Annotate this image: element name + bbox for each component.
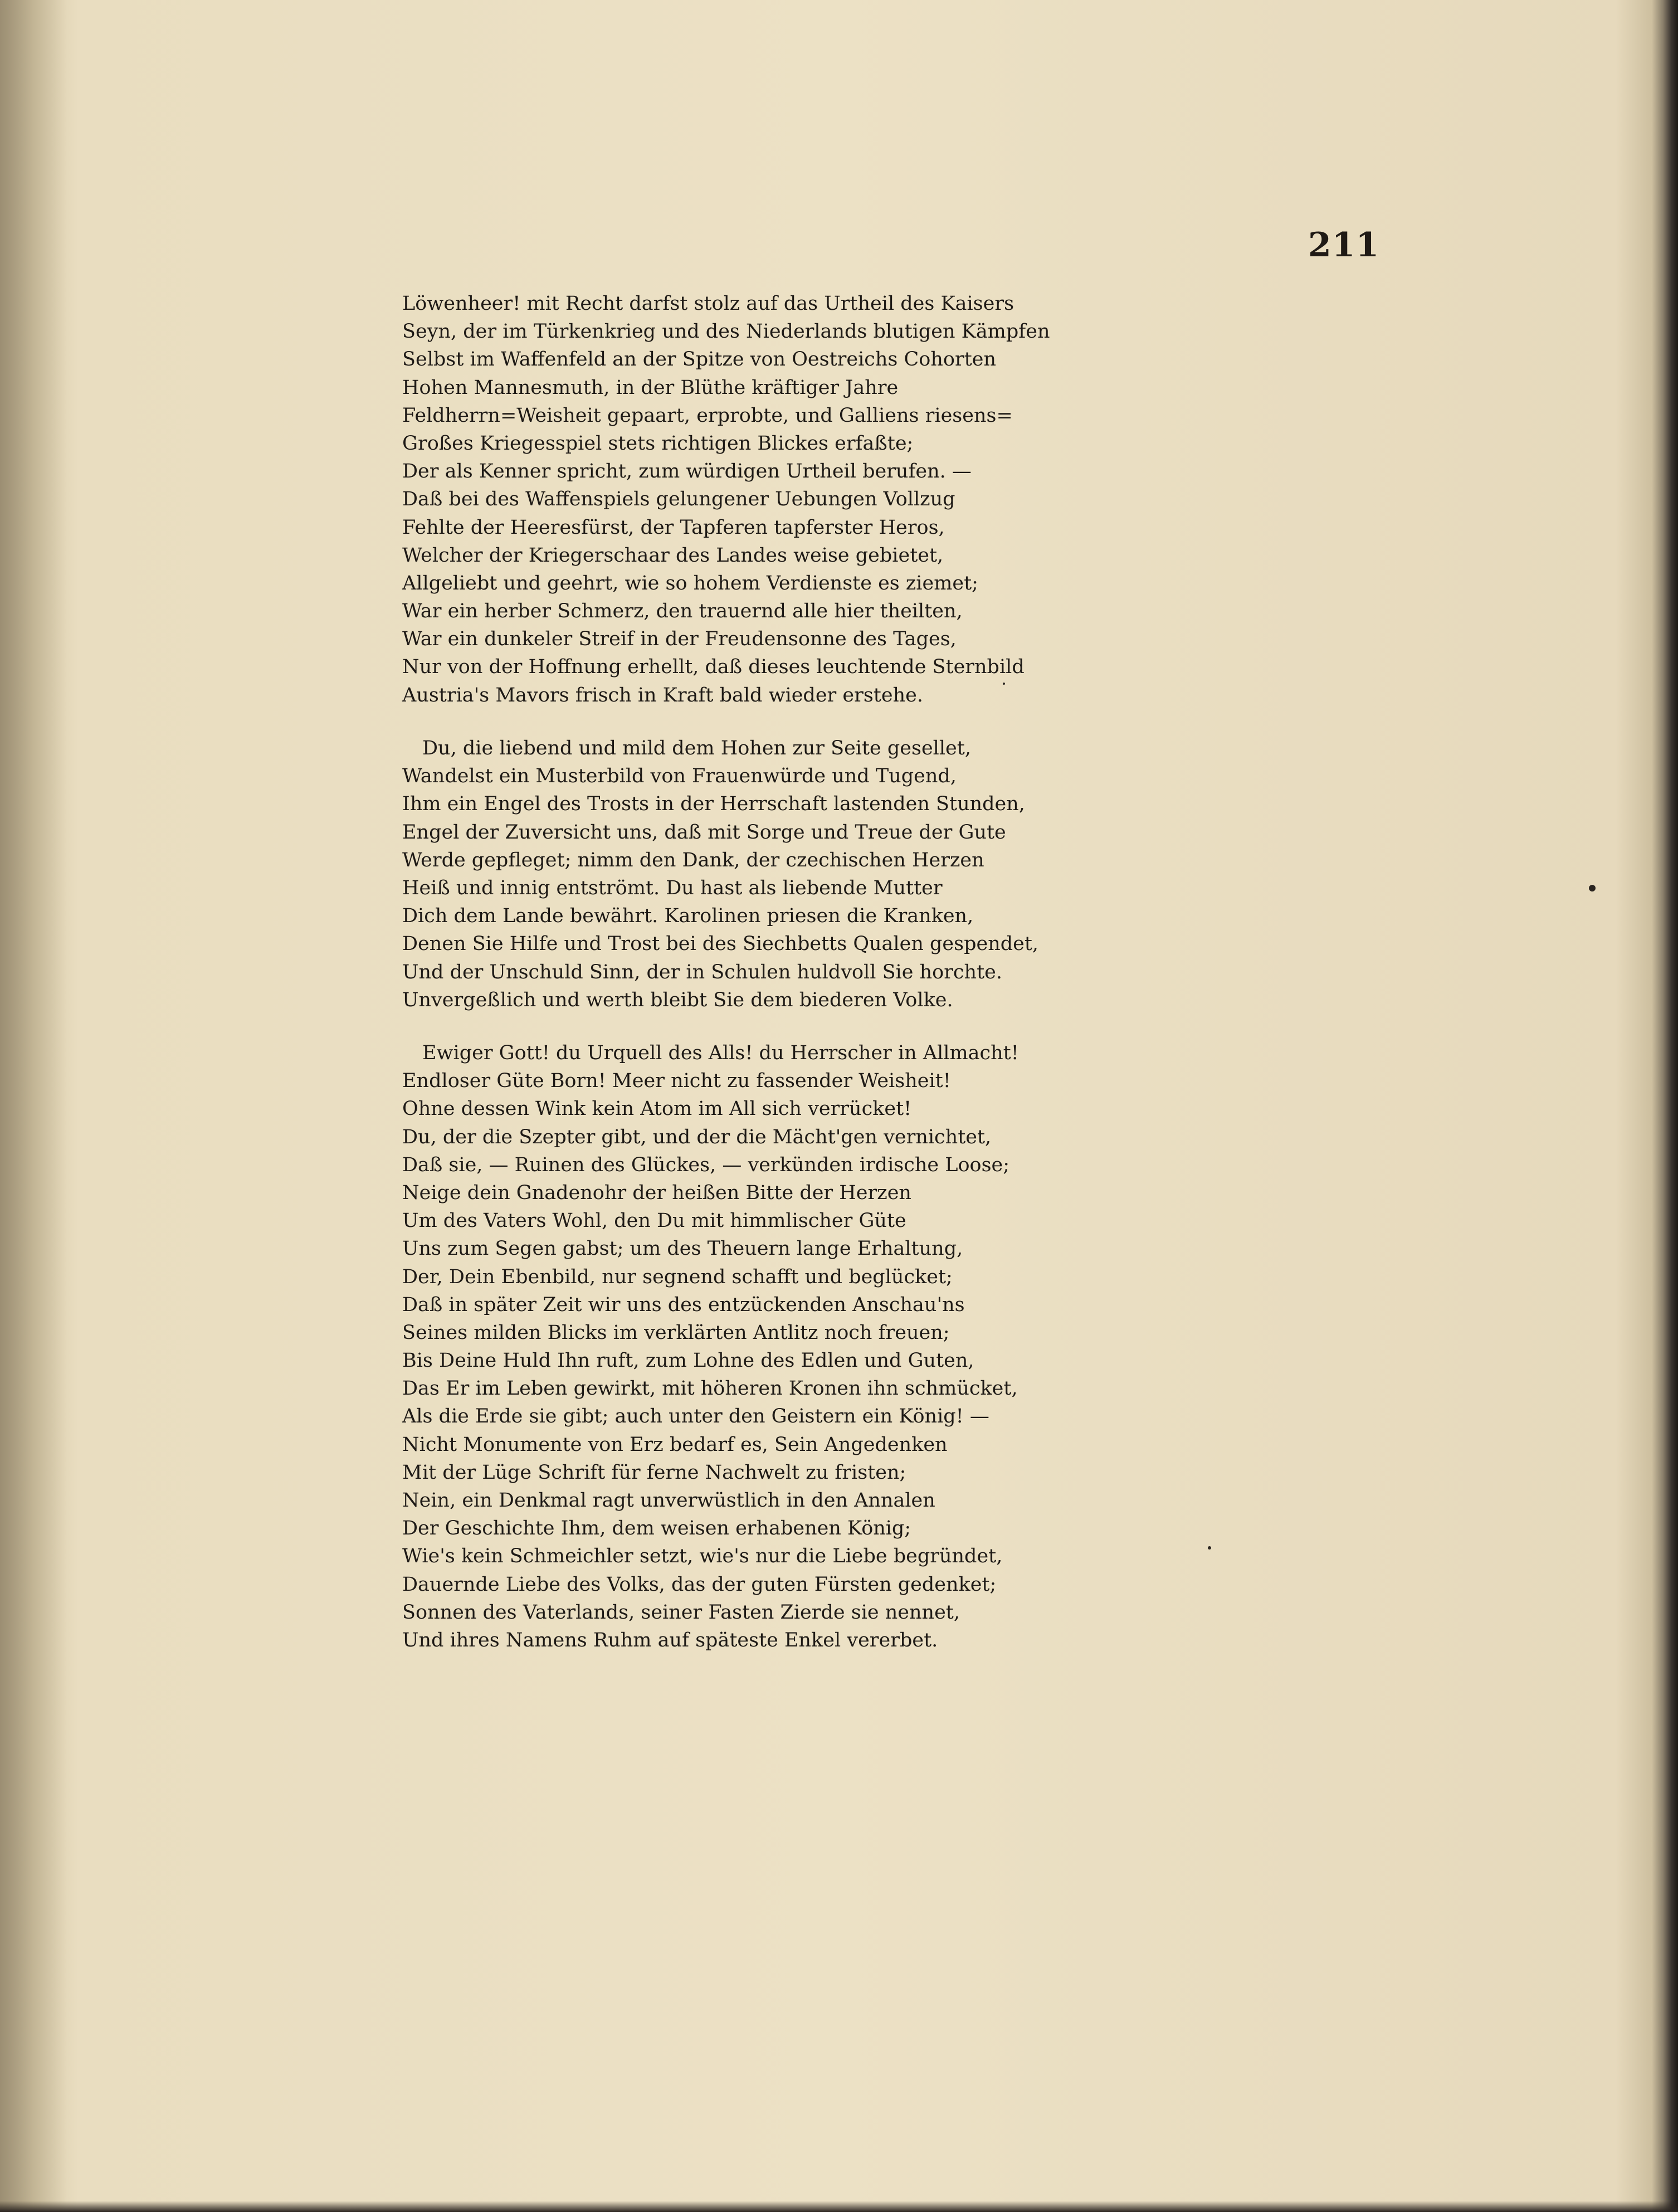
poem-line: Und der Unschuld Sinn, der in Schulen huldvoll Sie horchte. <box>402 961 1002 983</box>
page-number: 211 <box>1308 226 1380 265</box>
poem-line: Heiß und innig entströmt. Du hast als liebende Mutter <box>402 876 943 899</box>
poem-line: Hohen Mannesmuth, in der Blüthe kräftiger Jahre <box>402 376 899 399</box>
poem-line: Unvergeßlich und werth bleibt Sie dem biederen Volke. <box>402 988 953 1011</box>
poem-line: Ihm ein Engel des Trosts in der Herrschaft lastenden Stunden, <box>402 793 1025 816</box>
poem-line: Denen Sie Hilfe und Trost bei des Siechbetts Qualen gespendet, <box>402 933 1039 956</box>
poem-line: Wie's kein Schmeichler setzt, wie's nur die Liebe begründet, <box>402 1545 1003 1568</box>
poem-line: Der als Kenner spricht, zum würdigen Urtheil berufen. — <box>402 460 972 483</box>
poem-line: Nicht Monumente von Erz bedarf es, Sein Angedenken <box>402 1433 948 1456</box>
poem-line: Großes Kriegesspiel stets richtigen Blickes erfaßte; <box>402 432 914 455</box>
poem-line: Endloser Güte Born! Meer nicht zu fassender Weisheit! <box>402 1070 951 1093</box>
poem-line: Nein, ein Denkmal ragt unverwüstlich in den Annalen <box>402 1489 935 1512</box>
poem-line: Daß bei des Waffenspiels gelungener Uebungen Vollzug <box>402 488 955 511</box>
poem-line: Selbst im Waffenfeld an der Spitze von Oestreichs Cohorten <box>402 348 997 371</box>
poem-line: Bis Deine Huld Ihn ruft, zum Lohne des Edlen und Guten, <box>402 1349 974 1372</box>
poem-line: Feldherrn=Weisheit gepaart, erprobte, und Galliens riesens= <box>402 404 1013 427</box>
poem-line: Allgeliebt und geehrt, wie so hohem Verdienste es ziemet; <box>402 572 978 595</box>
poem-line: Sonnen des Vaterlands, seiner Fasten Zierde sie nennet, <box>402 1601 960 1624</box>
poem-line: Mit der Lüge Schrift für ferne Nachwelt zu fristen; <box>402 1461 906 1484</box>
poem-line: Daß in später Zeit wir uns des entzückenden Anschau'ns <box>402 1293 965 1316</box>
stanza-2 <box>402 734 1138 1014</box>
poem-line: Du, der die Szepter gibt, und der die Mächt'gen vernichtet, <box>402 1126 992 1148</box>
poem-line: Engel der Zuversicht uns, daß mit Sorge und Treue der Gute <box>402 821 1006 844</box>
poem-line: Nur von der Hoffnung erhellt, daß dieses leuchtende Sternbild <box>402 656 1025 679</box>
poem-line: Das Er im Leben gewirkt, mit höheren Kronen ihn schmücket, <box>402 1377 1018 1400</box>
stanza-3 <box>402 1039 1138 1654</box>
poem-line: Als die Erde sie gibt; auch unter den Geistern ein König! — <box>402 1405 989 1428</box>
poem-line: War ein dunkeler Streif in der Freudensonne des Tages, <box>402 628 957 651</box>
poem-line: Der, Dein Ebenbild, nur segnend schafft und beglücket; <box>402 1265 953 1288</box>
binding-gutter-shadow <box>0 0 67 2212</box>
poem-line: Ewiger Gott! du Urquell des Alls! du Herrscher in Allmacht! <box>422 1042 1019 1064</box>
poem-line: Ohne dessen Wink kein Atom im All sich verrücket! <box>402 1098 912 1120</box>
poem-line: Löwenheer! mit Recht darfst stolz auf das Urtheil des Kaisers <box>402 293 1014 315</box>
page-bottom-edge <box>0 2201 1678 2212</box>
poem-line: Welcher der Kriegerschaar des Landes weise gebietet, <box>402 544 944 567</box>
poem-line: Uns zum Segen gabst; um des Theuern lange Erhaltung, <box>402 1237 963 1260</box>
poem-line: War ein herber Schmerz, den trauernd alle hier theilten, <box>402 600 963 623</box>
poem-line: Wandelst ein Musterbild von Frauenwürde und Tugend, <box>402 765 957 788</box>
stanza-1 <box>402 290 1138 709</box>
poem-line: Austria's Mavors frisch in Kraft bald wieder erstehe. <box>402 684 923 707</box>
poem-line: Dauernde Liebe des Volks, das der guten Fürsten gedenket; <box>402 1573 997 1596</box>
poem-line: Seines milden Blicks im verklärten Antlitz noch freuen; <box>402 1321 950 1344</box>
poem-line: Dich dem Lande bewährt. Karolinen priesen die Kranken, <box>402 905 974 928</box>
poem-line: Seyn, der im Türkenkrieg und des Niederlands blutigen Kämpfen <box>402 320 1050 343</box>
poem-line: Neige dein Gnadenohr der heißen Bitte der Herzen <box>402 1181 911 1204</box>
poem-line: Um des Vaters Wohl, den Du mit himmlischer Güte <box>402 1210 906 1232</box>
poem-line: Und ihres Namens Ruhm auf späteste Enkel vererbet. <box>402 1629 938 1651</box>
poem-line: Der Geschichte Ihm, dem weisen erhabenen König; <box>402 1517 911 1540</box>
ink-speck <box>1003 683 1005 685</box>
ink-speck <box>1589 885 1596 891</box>
poem-line: Daß sie, — Ruinen des Glückes, — verkünden irdische Loose; <box>402 1153 1010 1176</box>
poem-line: Fehlte der Heeresfürst, der Tapferen tapferster Heros, <box>402 516 945 539</box>
ink-speck <box>1208 1546 1211 1550</box>
poem-line: Du, die liebend und mild dem Hohen zur Seite gesellet, <box>422 737 971 759</box>
poem-line: Werde gepfleget; nimm den Dank, der czechischen Herzen <box>402 849 984 871</box>
